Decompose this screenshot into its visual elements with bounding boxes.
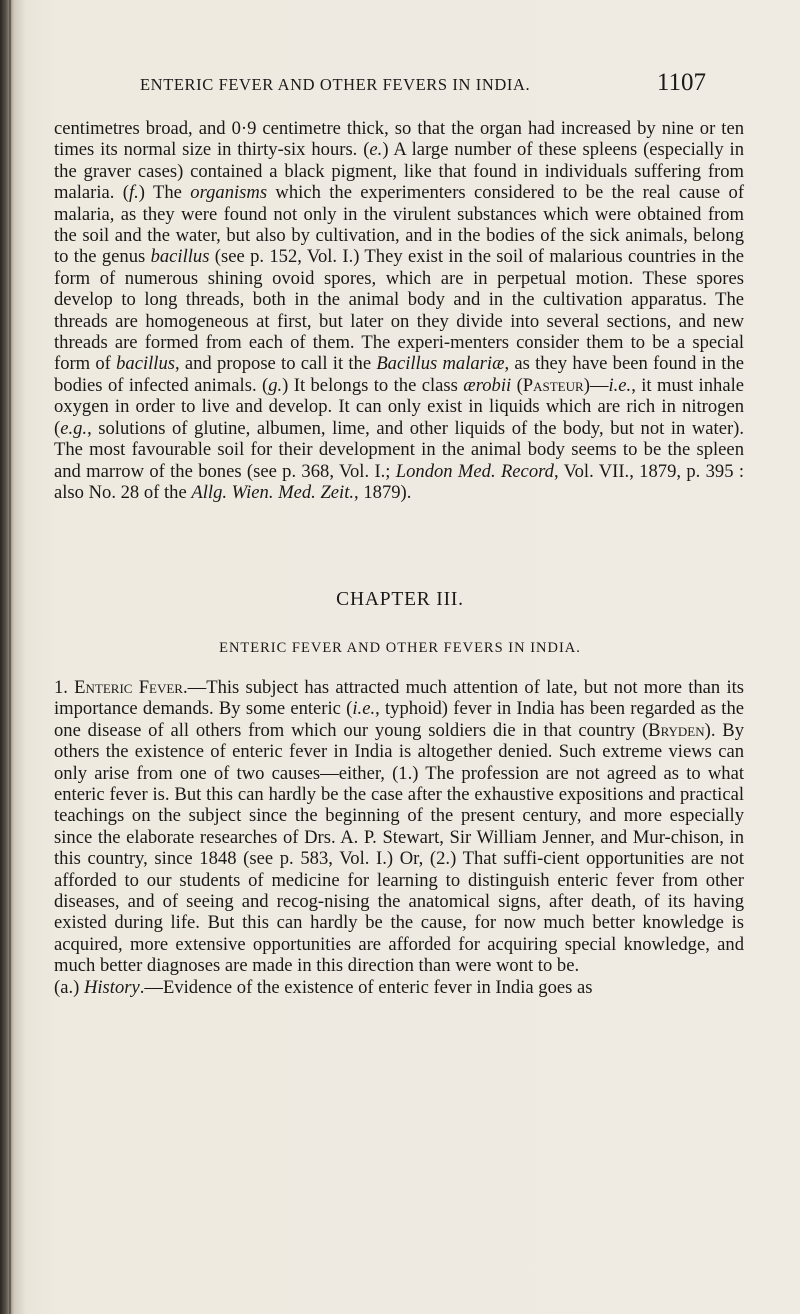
page-number: 1107 bbox=[656, 69, 706, 96]
paragraph-text: 1. Enteric Fever.—This subject has attracted much attention of late, but not more than its importance demands. By some enteric (i.e., typhoid) fever in India has been regarded as the one disease of all others from which our young soldiers die in that country (Bryden). By others the existence of enteric fever in India is altogether denied. Such extreme views can only arise from one of two causes—either, (1.) The profession are not agreed as to what enteric fever is. But this can hardly be the case after the exhaustive expositions and practical teachings on the subject since the beginning of the present century, and more especially since the elaborate researches of Drs. A. P. Stewart, Sir William Jenner, and Mur-chison, in this country, since 1848 (see p. 583, Vol. I.) Or, (2.) That suffi-cient opportunities are not afforded to our students of medicine for learning to distinguish enteric fever from other diseases, and of seeing and recog-nising the anatomical signs, after death, of its having existed during life. But this can hardly be the cause, for now much better knowledge is acquired, more extensive opportunities are afforded for acquiring special knowledge, and much better diagnoses are made in this direction than were wont to be. bbox=[54, 677, 745, 977]
running-title: ENTERIC FEVER AND OTHER FEVERS IN INDIA. bbox=[140, 75, 531, 94]
paragraph-history: (a.) History.—Evidence of the existence of enteric fever in India goes as bbox=[54, 976, 593, 998]
section-heading: Enteric Fever bbox=[74, 677, 183, 698]
chapter-heading: CHAPTER III. bbox=[336, 589, 464, 610]
paragraph-enteric-fever bbox=[54, 677, 744, 998]
subsection-heading: History bbox=[83, 976, 140, 998]
binding-gutter bbox=[9, 0, 11, 1314]
paragraph-text: centimetres broad, and 0·9 centimetre thick, so that the organ had increased by nine or ten times its normal size in thirty-six hours. (e.) A large number of these spleens (especially in the graver cases) contained a black pigment, like that found in individuals suffering from malaria. (f.) The organisms which the experimenters considered to be the real cause of malaria, as they were found not only in the virulent substances which were obtained from the soil and the water, but also by cultivation, and in the bodies of the sick animals, belong to the genus bacillus (see p. 152, Vol. I.) They exist in the soil of malarious countries in the form of numerous shining ovoid spores, which are in perpetual motion. These spores develop to long threads, both in the animal body and in the cultivation apparatus. The threads are homogeneous at first, but later on they divide into several sections, and new threads are formed from each of them. The experi-menters consider them to be a special form of bacillus, and propose to call it the Bacillus malariæ, as they have been found in the bodies of infected animals. (g.) It belongs to the class ærobii (Pasteur)—i.e., it must inhale oxygen in order to live and develop. It can only exist in liquids which are rich in nitrogen (e.g., solutions of glutine, albumen, lime, and other liquids of the body, but not in water). The most favourable soil for their development in the animal body seems to be the spleen and marrow of the bones (see p. 368, Vol. I.; London Med. Record, Vol. VII., 1879, p. 395 : also No. 28 of the Allg. Wien. Med. Zeit., 1879). bbox=[54, 118, 745, 503]
running-header bbox=[140, 69, 706, 96]
chapter-title: ENTERIC FEVER AND OTHER FEVERS IN INDIA. bbox=[219, 640, 581, 656]
paragraph-bacillus-malariae bbox=[54, 118, 744, 503]
